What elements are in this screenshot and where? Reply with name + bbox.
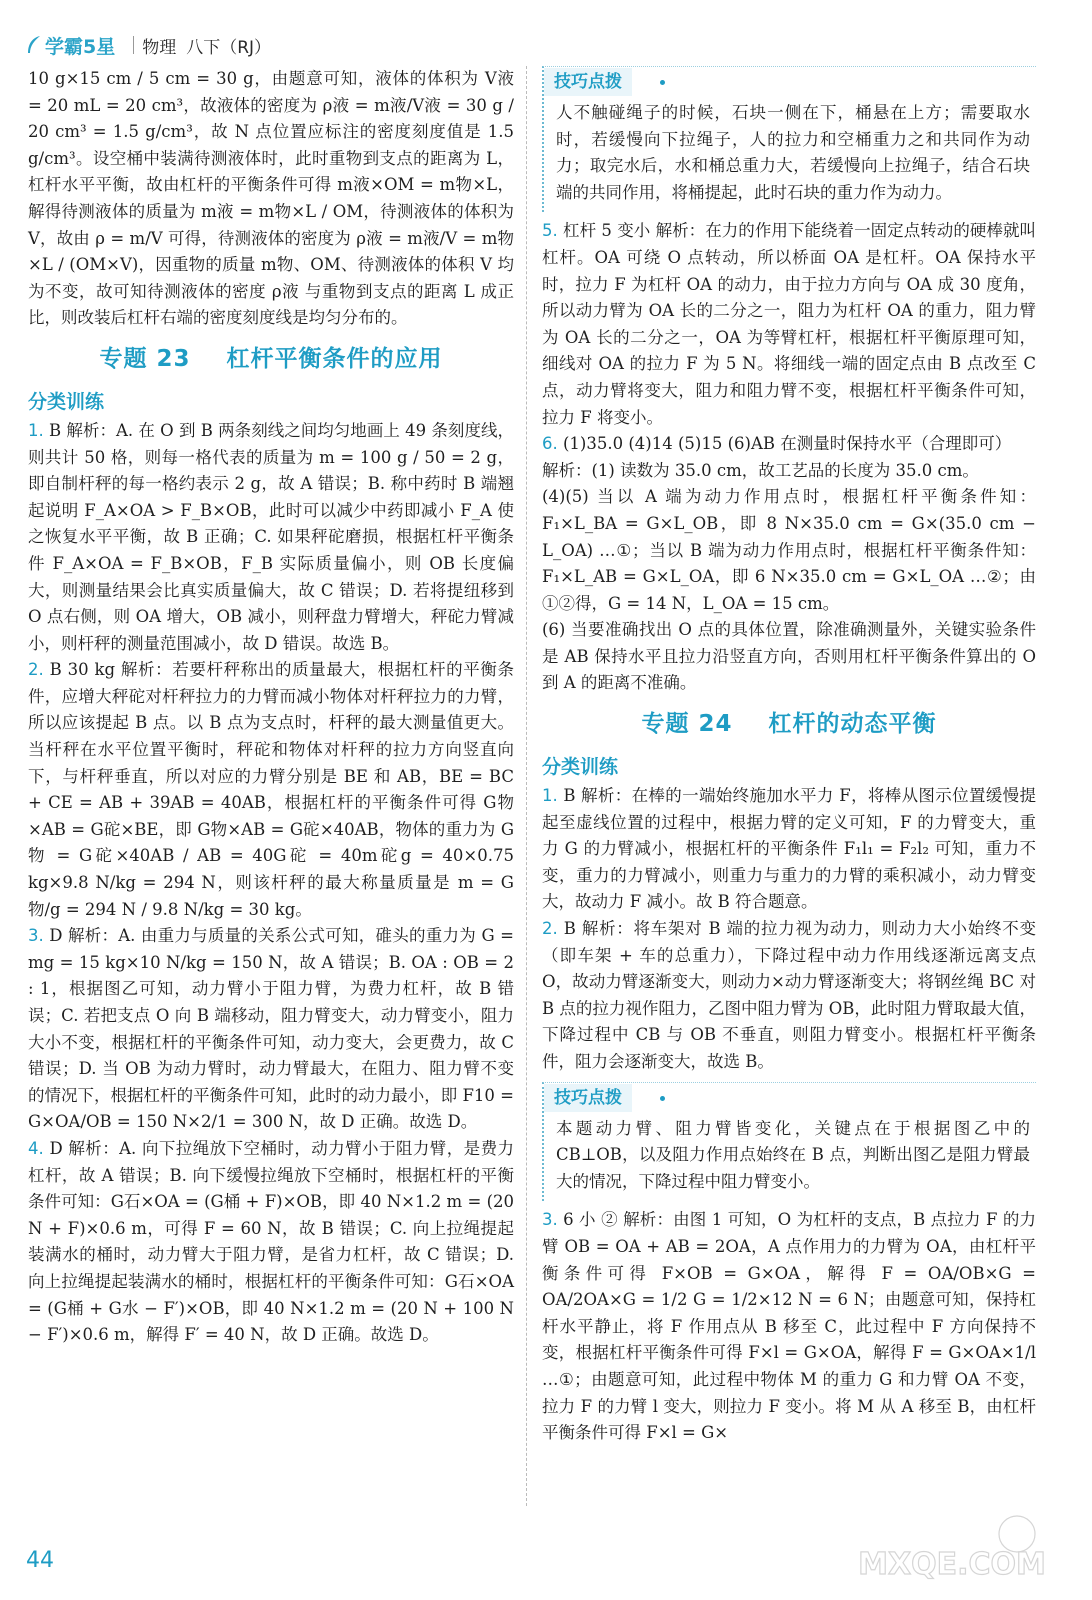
item-text: (1)35.0 (4)14 (5)15 (6)AB 在测量时保持水平（合理即可） <box>563 434 1012 454</box>
continued-analysis: 10 g×15 cm / 5 cm = 30 g，由题意可知，液体的体积为 V液 = 20 mL = 20 cm³，故液体的密度为 ρ液 = m液/V液 = 30 g / 20 cm³ = 1.5 g/cm³，故 N 点位置应标注的密度刻度值是 1.5 g/cm³。设空桶中装满待测液体时，此时重物到支点的距离为 L，杠杆水平平衡，故由杠杆的平衡条件可得 m液×OM = m物×L，解得待测液体的质量为 m液 = m物×L / OM，待测液体的体积为 V，故由 ρ = m/V 可得，待测液体的密度为 ρ液 = m液/V = m物×L / (OM×V)，因重物的质量 m物、OM、待测液体的体积 V 均为不变，故可知待测液体的密度 ρ液 与重物到支点的距离 L 成正比，则改装后杠杆右端的密度刻度线是均匀分布的。 <box>28 69 514 328</box>
topic-23-number: 专题 23 <box>99 345 191 372</box>
tip-dot-icon <box>660 1096 665 1101</box>
item-number: 4. <box>28 1138 44 1158</box>
t23-q2 <box>28 657 514 923</box>
tip-text: 本题动力臂、阻力臂皆变化，关键点在于根据图乙中的 CB⊥OB，以及阻力作用点始终在 B 点，判断出图乙是阻力臂最大的情况，下降过程中阻力臂变小。 <box>556 1118 1030 1191</box>
brand-feather-icon <box>26 35 42 55</box>
left-column <box>28 66 514 1349</box>
brand-logo <box>26 32 115 59</box>
tip-box-2 <box>542 1082 1036 1202</box>
item-number: 1. <box>542 786 558 806</box>
grade: 八下（RJ） <box>186 37 272 58</box>
item-text: D 解析：A. 向下拉绳放下空桶时，动力臂小于阻力臂，是费力杠杆，故 A 错误；B. 向下缓慢拉绳放下空桶时，根据杠杆的平衡条件可知：G石×OA = (G桶 + F)×OB，即 40 N×1.2 m = (20 N + F)×0.6 m，可得 F = 60 N，故 B 错误；C. 向上拉绳提起装满水的桶时，动力臂大于阻力臂，是省力杠杆，故 C 错误；D. 向上拉绳提起装满水的桶时，根据杠杆的平衡条件可知：G石×OA = (G桶 + G水 − F′)×OB，即 40 N×1.2 m = (20 N + 100 N − F′)×0.6 m，解得 F′ = 40 N，故 D 正确。故选 D。 <box>28 1138 514 1345</box>
topic-23-title: 杠杆平衡条件的应用 <box>226 345 443 372</box>
subject: 物理 <box>142 37 177 58</box>
t24-q2 <box>542 916 1036 1076</box>
t24-q1 <box>542 783 1036 916</box>
column-divider <box>526 66 527 1506</box>
topic-24-number: 专题 24 <box>641 711 733 738</box>
q6-analysis-3: (6) 当要准确找出 O 点的具体位置，除准确测量外，关键实验条件是 AB 保持水平且拉力沿竖直方向，否则用杠杆平衡条件算出的 O 到 A 的距离不准确。 <box>542 620 1036 693</box>
topic-23-heading <box>28 342 514 376</box>
tip-box-1 <box>542 66 1036 212</box>
watermark-logo <box>842 1512 1062 1592</box>
item-number: 3. <box>28 926 44 946</box>
page-header <box>26 28 271 62</box>
item-text: 杠杆 5 变小 解析：在力的作用下能绕着一固定点转动的硬棒就叫杠杆。OA 可绕 O 点转动，所以桥面 OA 是杠杆。OA 保持水平时，拉力 F 为杠杆 OA 的动力，由于拉力方向与 OA 成 30 度角，所以动力臂为 OA 长的二分之一，阻力为杠杆 OA 的重力，阻力臂为 OA 长的二分之一，OA 为等臂杠杆，根据杠杆平衡原理可知，细线对 OA 的拉力 F 为 5 N。将细线一端的固定点由 B 点改至 C 点，动力臂将变大，阻力和阻力臂不变，根据杠杆平衡条件可知，拉力 F 将变小。 <box>542 221 1037 427</box>
item-text: B 解析：将车架对 B 端的拉力视为动力，则动力大小始终不变（即车架 + 车的总重力），下降过程中动力作用线逐渐远离支点 O，故动力臂逐渐变大，则动力×动力臂逐渐变大；将钢丝绳 BC 对 B 点的拉力视作阻力，乙图中阻力臂为 OB，此时阻力臂取最大值，下降过程中 CB 与 OB 不垂直，则阻力臂变小。根据杠杆平衡条件，阻力会逐渐变大，故选 B。 <box>542 919 1036 1071</box>
header-separator <box>133 36 134 54</box>
right-column <box>542 66 1036 1447</box>
brand-name: 学霸5星 <box>45 35 116 58</box>
svg-text:MXQE.COM: MXQE.COM <box>858 1547 1046 1582</box>
t24-q3 <box>542 1207 1036 1446</box>
tip-dot-icon <box>660 80 665 85</box>
item-text: B 解析：A. 在 O 到 B 两条刻线之间均匀地画上 49 条刻度线，则共计 50 格，则每一格代表的质量为 m = 100 g / 50 = 2 g，即自制杆秤的每一格约表示 2 g，故 A 错误；B. 称中药时 B 端翘起说明 F_A×OA > F_B×OB，此时可以减少中药即减小 F_A 使之恢复水平平衡，故 B 正确；C. 如果秤砣磨损，根据杠杆平衡条件 F_A×OA = F_B×OB，F_B 实际质量偏小，则 OB 长度偏大，则测量结果会比真实质量偏大，故 C 错误；D. 若将提纽移到 O 点右侧，则 OA 增大，OB 减小，则秤盘力臂增大，秤砣力臂减小，则杆秤的测量范围减小，故 D 错误。故选 B。 <box>28 420 514 653</box>
t23-q3 <box>28 923 514 1136</box>
tip-text: 人不触碰绳子的时候，石块一侧在下，桶悬在上方；需要取水时，若缓慢向下拉绳子，人的拉力和空桶重力之和共同作为动力；取完水后，水和桶总重力大，若缓慢向上拉绳子，结合石块端的共同作用，将桶提起，此时石块的重力作为动力。 <box>556 103 1030 202</box>
item-number: 2. <box>542 919 558 939</box>
item-text: 6 小 ② 解析：由图 1 可知，O 为杠杆的支点，B 点拉力 F 的力臂 OB = OA + AB = 2OA，A 点作用力的力臂为 OA，由杠杆平衡条件可得 F×OB = G×OA，解得 F = OA/OB×G = OA/2OA×G = 1/2 G = 1/2×12 N = 6 N；由题意可知，保持杠杆水平静止，将 F 作用点从 B 移至 C，此过程中 F 方向保持不变，根据杠杆平衡条件可得 F×l = G×OA，解得 F = G×OA×1/l …①；由题意可知，此过程中物体 M 的重力 G 和力臂 OA 不变，拉力 F 的力臂 l 变大，则拉力 F 变小。将 M 从 A 移至 B，由杠杆平衡条件可得 F×l = G× <box>542 1210 1036 1443</box>
item-number: 2. <box>28 660 44 680</box>
tip-title: 技巧点拨 <box>544 68 632 96</box>
item-text: B 30 kg 解析：若要杆秤称出的质量最大，根据杠杆的平衡条件，应增大秤砣对杆秤拉力的力臂而减小物体对杆秤拉力的力臂，所以应该提起 B 点。以 B 点为支点时，杆秤的最大测量值更大。当杆秤在水平位置平衡时，秤砣和物体对杆秤的拉力方向竖直向下，与杆秤垂直，所以对应的力臂分别是 BE 和 AB，BE = BC + CE = AB + 39AB = 40AB，根据杠杆的平衡条件可得 G物×AB = G砣×BE，即 G物×AB = G砣×40AB，物体的重力为 G物 = G砣×40AB / AB = 40G砣 = 40m砣g = 40×0.75 kg×9.8 N/kg = 294 N，则该杆秤的最大称量质量是 m = G物/g = 294 N / 9.8 N/kg = 30 kg。 <box>28 660 515 919</box>
item-number: 5. <box>542 221 558 241</box>
q6-analysis-1: 解析：(1) 读数为 35.0 cm，故工艺品的长度为 35.0 cm。 <box>542 460 979 480</box>
q6-analysis-2: (4)(5) 当以 A 端为动力作用点时，根据杠杆平衡条件知：F₁×L_BA = G×L_OB，即 8 N×35.0 cm = G×(35.0 cm − L_OA) …①；当以 B 端为动力作用点时，根据杠杆平衡条件知：F₁×L_AB = G×L_OA，即 6 N×35.0 cm = G×L_OA …②；由①②得，G = 14 N，L_OA = 15 cm。 <box>542 487 1036 613</box>
t23-q5 <box>542 218 1036 431</box>
page-number: 44 <box>26 1548 54 1573</box>
section-label-23: 分类训练 <box>28 390 105 413</box>
topic-24-title: 杠杆的动态平衡 <box>768 711 937 738</box>
t23-q4 <box>28 1136 514 1349</box>
section-label-24: 分类训练 <box>542 756 619 779</box>
item-text: D 解析：A. 由重力与质量的关系公式可知，碓头的重力为 G = mg = 15 kg×10 N/kg = 150 N，故 A 错误；B. OA : OB = 2 : 1，根据图乙可知，动力臂小于阻力臂，为费力杠杆，故 B 错误；C. 若把支点 O 向 B 端移动，阻力臂变大，动力臂变小，阻力大小不变，根据杠杆的平衡条件可知，动力变大，会更费力，故 C 错误；D. 当 OB 为动力臂时，动力臂最大，在阻力、阻力臂不变的情况下，根据杠杆的平衡条件可知，此时的动力最小，即 F10 = G×OA/OB = 150 N×2/1 = 300 N，故 D 正确。故选 D。 <box>28 926 514 1132</box>
item-number: 1. <box>28 420 44 440</box>
item-number: 3. <box>542 1210 558 1230</box>
item-number: 6. <box>542 434 558 454</box>
item-text: B 解析：在棒的一端始终施加水平力 F，将棒从图示位置缓慢提起至虚线位置的过程中，根据力臂的定义可知，F 的力臂变大，重力 G 的力臂减小，根据杠杆的平衡条件 F₁l₁ = F₂l₂ 可知，重力不变，重力的力臂减小，则重力与重力的力臂的乘积减小，动力臂变大，故动力 F 减小。故 B 符合题意。 <box>542 786 1036 912</box>
t23-q6 <box>542 431 1036 458</box>
tip-title: 技巧点拨 <box>544 1084 632 1112</box>
topic-24-heading <box>542 707 1036 741</box>
t23-q1 <box>28 418 514 657</box>
